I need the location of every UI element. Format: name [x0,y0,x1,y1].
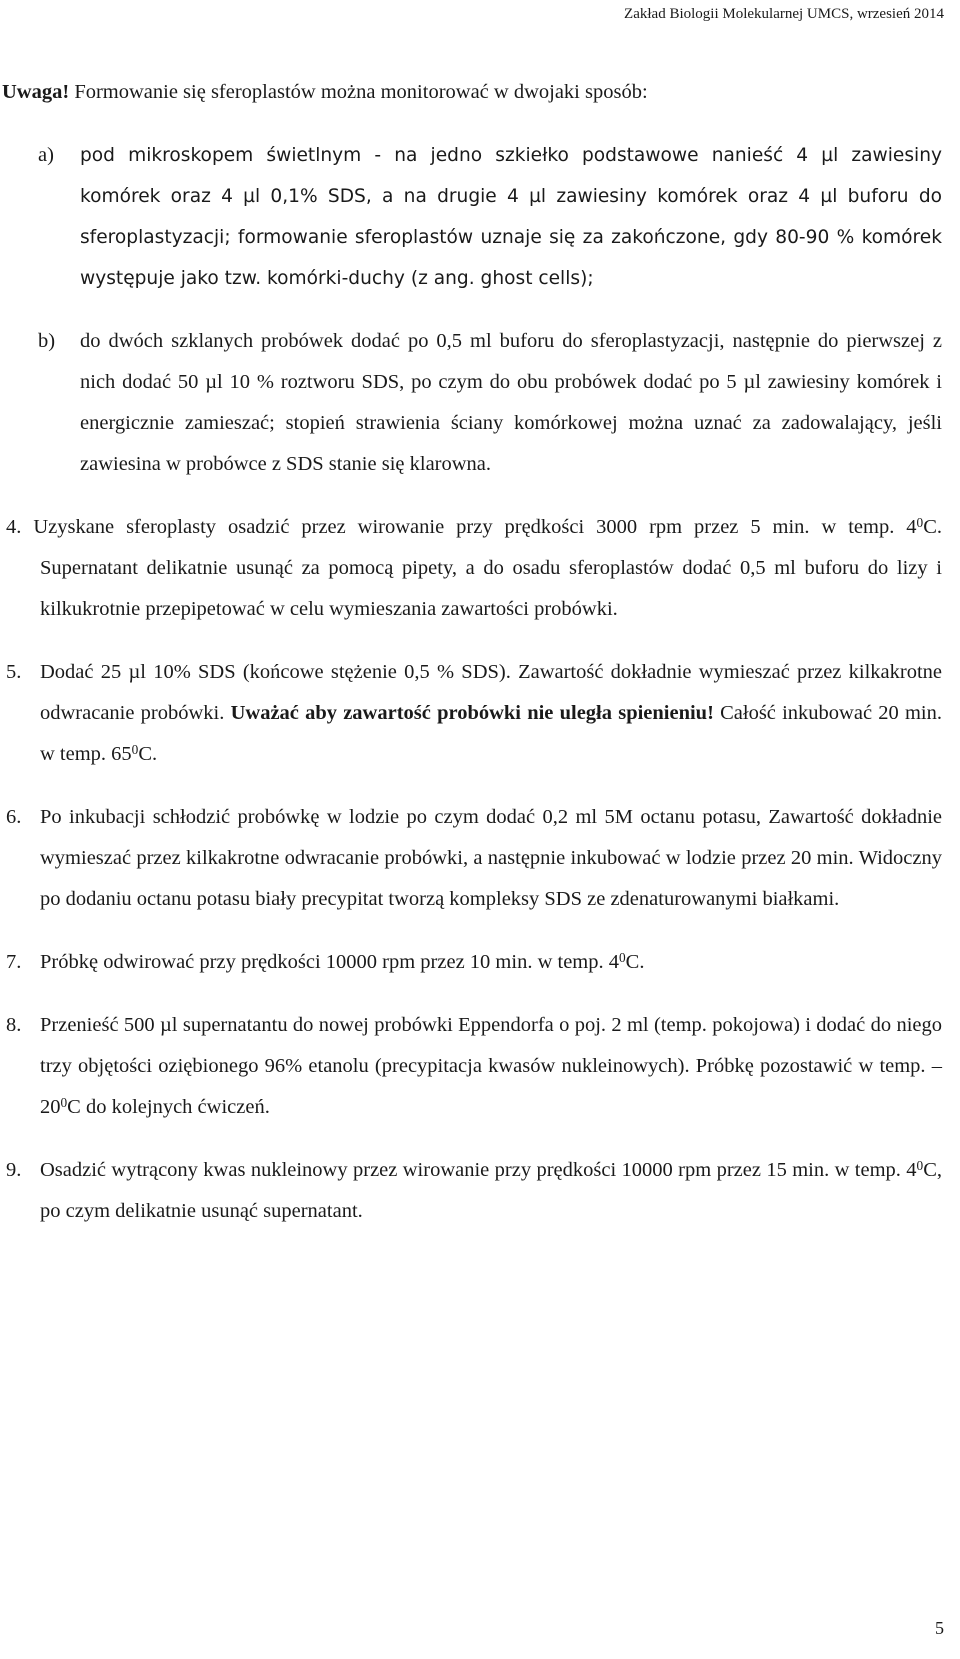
sub-item-a-text: pod mikroskopem świetlnym - na jedno szkiełko podstawowe nanieść 4 µl zawiesiny komórek oraz 4 µl 0,1% SDS, a na drugie 4 µl zawiesiny komórek oraz 4 µl buforu do sferoplastyzacji; formowanie sferoplastów uznaje się za zakończone, gdy 80-90 % komórek występuje jako tzw. komórki-duchy (z ang. ghost cells); [80,145,942,289]
step-9-text-2: C, po czym delikatnie usunąć supernatant. [40,1159,942,1222]
step-5-warning: Uważać aby zawartość probówki nie uległa spienieniu! [230,702,714,724]
step-4-degree: 0 [916,515,924,531]
step-8-number: 8. [6,1014,22,1036]
sub-item-b-label: b) [38,330,56,352]
note-text: Formowanie się sferoplastów można monitorować w dwojaki sposób: [69,81,648,103]
note-paragraph [0,72,958,113]
step-5-text-1: Dodać 25 µl 10% SDS (końcowe stężenie 0,5 % SDS). Zawartość dokładnie wymieszać przez kilkakrotne odwracanie probówki. [40,661,942,724]
page-header: Zakład Biologii Molekularnej UMCS, wrzesień 2014 [624,6,944,22]
step-7-number: 7. [6,951,22,973]
step-4-text-2: C. Supernatant delikatnie usunąć za pomocą pipety, a do osadu sferoplastów dodać 0,5 ml buforu do lizy i kilkukrotnie przepipetować w celu wymieszania zawartości probówki. [40,516,942,620]
step-7-text-1: Próbkę odwirować przy prędkości 10000 rpm przez 10 min. w temp. 4 [40,951,619,973]
step-8-text-2: C do kolejnych ćwiczeń. [67,1096,270,1118]
step-9-number: 9. [6,1159,22,1181]
step-5-text-2: Całość inkubować 20 min. w temp. 65 [40,702,942,765]
step-5-number: 5. [6,661,22,683]
step-9-degree: 0 [916,1158,924,1174]
step-6 [0,797,958,920]
step-7 [0,942,958,983]
sub-item-a [0,135,958,299]
note-label: Uwaga! [2,81,70,103]
step-7-degree: 0 [619,950,626,966]
step-5-degree: 0 [131,742,139,758]
step-4 [0,507,958,630]
sub-item-a-label: a) [38,144,54,166]
step-7-text-2: C. [625,951,645,973]
step-9-text-1: Osadzić wytrącony kwas nukleinowy przez wirowanie przy prędkości 10000 rpm przez 15 min. w temp. 4 [40,1159,917,1181]
step-4-text-1: Uzyskane sferoplasty osadzić przez wirowanie przy prędkości 3000 rpm przez 5 min. w temp. 4 [33,516,917,538]
step-5-text-3: C. [138,743,158,765]
step-8 [0,1005,958,1128]
sub-item-b-text: do dwóch szklanych probówek dodać po 0,5 ml buforu do sferoplastyzacji, następnie do pierwszej z nich dodać 50 µl 10 % roztworu SDS, po czym do obu probówek dodać po 5 µl zawiesiny komórek i energicznie zamieszać; stopień strawienia ściany komórkowej można uznać za zadowalający, jeśli zawiesina w probówce z SDS stanie się klarowna. [80,330,942,475]
step-5 [0,652,958,775]
step-6-number: 6. [6,806,22,828]
step-9 [0,1150,958,1232]
step-4-number: 4. [6,516,22,538]
step-8-degree: 0 [60,1095,68,1111]
document-body [0,72,958,1232]
step-6-text: Po inkubacji schłodzić probówkę w lodzie po czym dodać 0,2 ml 5M octanu potasu, Zawartość dokładnie wymieszać przez kilkakrotne odwracanie probówki, a następnie inkubować w lodzie przez 20 min. Widoczny po dodaniu octanu potasu biały precypitat tworzą kompleksy SDS ze zdenaturowanymi białkami. [40,806,942,910]
sub-item-b [0,321,958,485]
step-8-text-1: Przenieść 500 µl supernatantu do nowej probówki Eppendorfa o poj. 2 ml (temp. pokojowa) i dodać do niego trzy objętości oziębionego 96% etanolu (precypitacja kwasów nukleinowych). Próbkę pozostawić w temp. –20 [40,1014,942,1118]
page-number: 5 [935,1618,944,1638]
